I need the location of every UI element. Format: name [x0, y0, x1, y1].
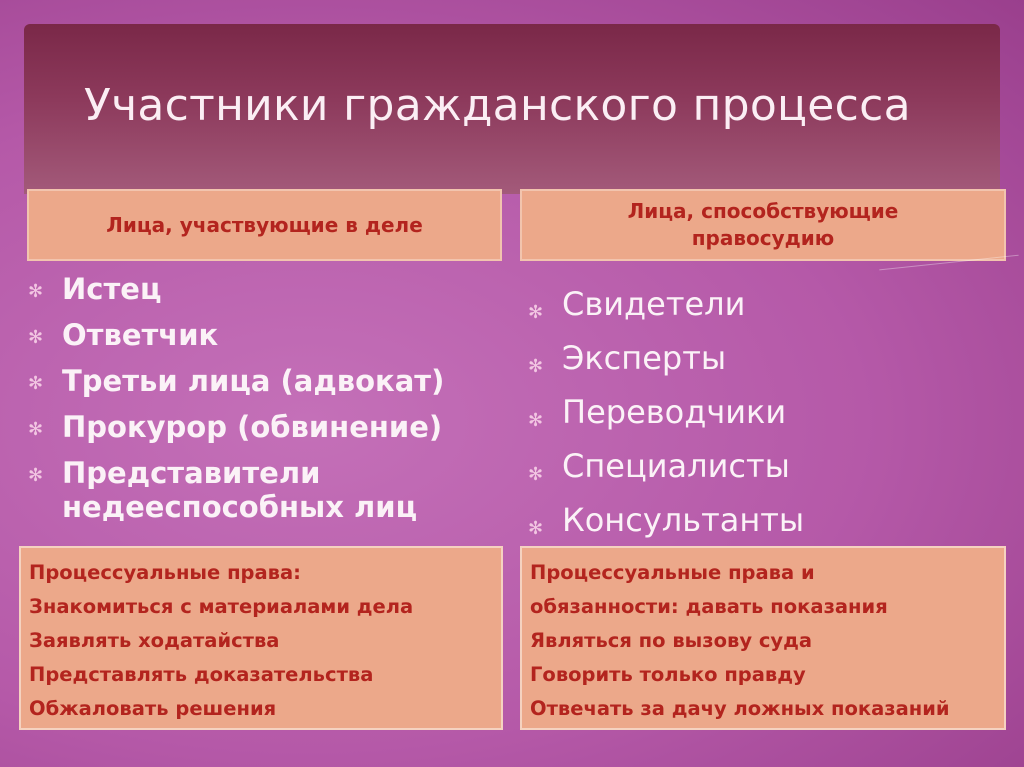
- rights-line: Заявлять ходатайства: [29, 629, 280, 652]
- rights-line: обязанности: давать показания: [530, 595, 888, 618]
- participants-list: [28, 272, 508, 536]
- right-header-line-1: Лица, способствующие: [627, 199, 899, 223]
- list-item: ✻ Переводчики: [528, 390, 1008, 434]
- justice-assistants-list: [528, 282, 1008, 552]
- bullet-star-icon: ✻: [28, 419, 44, 440]
- list-item: ✻ Третьи лица (адвокат): [28, 364, 508, 398]
- right-column-header: [520, 189, 1006, 261]
- right-header-line-2: правосудию: [691, 226, 835, 250]
- rights-line: Отвечать за дачу ложных показаний: [530, 697, 950, 720]
- rights-line: Знакомиться с материалами дела: [29, 595, 414, 618]
- bullet-star-icon: ✻: [28, 373, 44, 394]
- rights-line: Являться по вызову суда: [530, 629, 813, 652]
- list-item: ✻ Истец: [28, 272, 508, 306]
- left-column-header: [27, 189, 502, 261]
- bullet-star-icon: ✻: [528, 518, 544, 539]
- list-item: ✻ Ответчик: [28, 318, 508, 352]
- rights-line: Обжаловать решения: [29, 697, 277, 720]
- bullet-star-icon: ✻: [28, 327, 44, 348]
- bullet-star-icon: ✻: [528, 464, 544, 485]
- rights-line: Говорить только правду: [530, 663, 806, 686]
- bullet-star-icon: ✻: [528, 410, 544, 431]
- rights-line: Процессуальные права и: [530, 561, 815, 584]
- bullet-star-icon: ✻: [528, 302, 544, 323]
- rights-line: Представлять доказательства: [29, 663, 374, 686]
- bullet-star-icon: ✻: [28, 465, 44, 486]
- list-item: ✻ Эксперты: [528, 336, 1008, 380]
- list-item: ✻ Специалисты: [528, 444, 1008, 488]
- bullet-star-icon: ✻: [28, 281, 44, 302]
- list-item: ✻ Консультанты: [528, 498, 1008, 542]
- left-header-text: Лица, участвующие в деле: [106, 212, 423, 237]
- participants-rights-box: [19, 546, 503, 730]
- right-header-text: [628, 198, 899, 252]
- list-item: ✻ Свидетели: [528, 282, 1008, 326]
- list-item: ✻ Представители недееспособных лиц: [28, 456, 418, 524]
- assistants-rights-box: [520, 546, 1006, 730]
- list-item: ✻ Прокурор (обвинение): [28, 410, 508, 444]
- bullet-star-icon: ✻: [528, 356, 544, 377]
- slide-title: Участники гражданского процесса: [84, 80, 911, 131]
- rights-line: Процессуальные права:: [29, 561, 301, 584]
